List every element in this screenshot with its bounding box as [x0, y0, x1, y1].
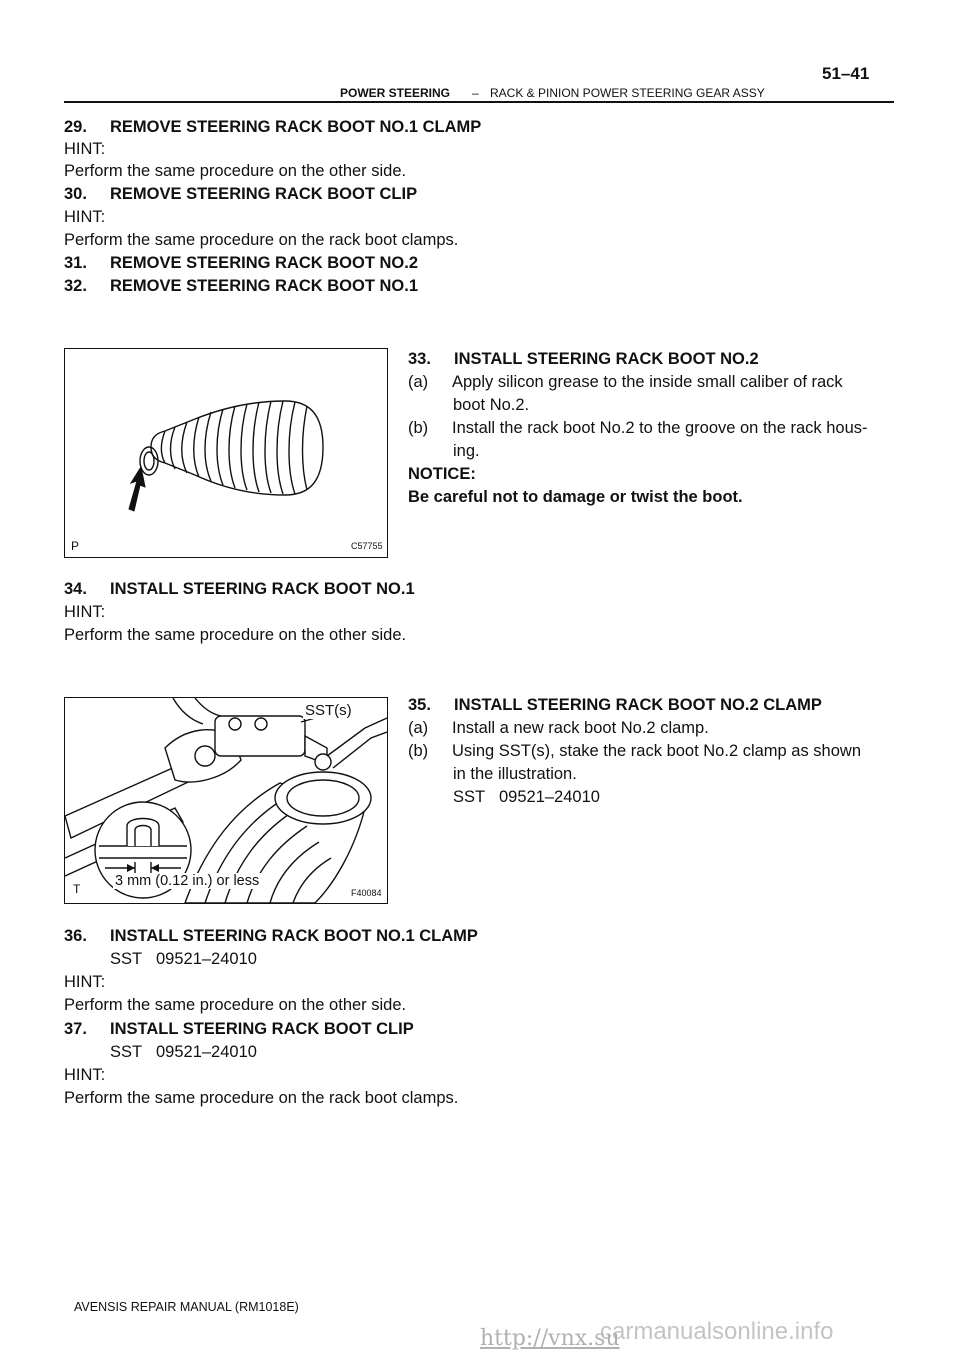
notice-text: Be careful not to damage or twist the boot.	[408, 488, 743, 506]
step-35: 35. INSTALL STEERING RACK BOOT NO.2 CLAMP	[408, 696, 822, 714]
header-subsection: RACK & PINION POWER STEERING GEAR ASSY	[490, 86, 765, 100]
step-33a-cont: boot No.2.	[453, 396, 530, 414]
step-34: 34. INSTALL STEERING RACK BOOT NO.1	[64, 580, 415, 598]
label-sst: SST(s)	[305, 702, 352, 719]
figure-boot-clamp	[64, 697, 388, 904]
step-33b: (b) Install the rack boot No.2 to the groove on the rack hous-	[408, 419, 868, 437]
step-32: 32. REMOVE STEERING RACK BOOT NO.1	[64, 277, 419, 295]
step-33b-cont: ing.	[453, 442, 480, 460]
step-31: 31. REMOVE STEERING RACK BOOT NO.2	[64, 254, 419, 272]
step-35b: (b) Using SST(s), stake the rack boot No.2 clamp as shown	[408, 742, 862, 760]
step-33: 33. INSTALL STEERING RACK BOOT NO.2	[408, 350, 759, 368]
header-dash: –	[472, 86, 479, 100]
watermark-url[interactable]: http://vnx.su	[480, 1326, 620, 1351]
hint-label: HINT:	[64, 208, 106, 226]
label-gap: 3 mm (0.12 in.) or less	[115, 873, 260, 889]
hint-label: HINT:	[64, 1066, 106, 1084]
sst-number: SST 09521–24010	[453, 788, 600, 806]
figure-code: F40084	[351, 888, 382, 898]
figure-rack-boot	[64, 348, 388, 558]
hint-label: HINT:	[64, 140, 106, 158]
figure-letter: P	[71, 539, 80, 553]
hint-text: Perform the same procedure on the rack boot clamps.	[64, 231, 459, 249]
hint-text: Perform the same procedure on the other side.	[64, 996, 407, 1014]
sst-number: SST 09521–24010	[110, 1043, 257, 1061]
step-36: 36. INSTALL STEERING RACK BOOT NO.1 CLAMP	[64, 927, 478, 945]
watermark-site: carmanualsonline.info	[600, 1318, 834, 1345]
figure-letter: T	[73, 882, 81, 896]
notice-label: NOTICE:	[408, 465, 476, 483]
rack-boot-illustration	[65, 349, 387, 557]
figure-code: C57755	[351, 541, 383, 551]
footer-manual-id: AVENSIS REPAIR MANUAL (RM1018E)	[74, 1300, 299, 1314]
header-section: POWER STEERING	[340, 86, 451, 100]
hint-text: Perform the same procedure on the rack boot clamps.	[64, 1089, 459, 1107]
hint-text: Perform the same procedure on the other side.	[64, 626, 407, 644]
header-rule	[64, 101, 894, 103]
step-35a: (a) Install a new rack boot No.2 clamp.	[408, 719, 709, 737]
step-37: 37. INSTALL STEERING RACK BOOT CLIP	[64, 1020, 414, 1038]
step-33a: (a) Apply silicon grease to the inside small caliber of rack	[408, 373, 843, 391]
hint-label: HINT:	[64, 973, 106, 991]
step-35b-cont: in the illustration.	[453, 765, 577, 783]
hint-text: Perform the same procedure on the other side.	[64, 162, 407, 180]
hint-label: HINT:	[64, 603, 106, 621]
step-29: 29. REMOVE STEERING RACK BOOT NO.1 CLAMP	[64, 118, 482, 136]
sst-number: SST 09521–24010	[110, 950, 257, 968]
page-number: 51–41	[822, 64, 870, 83]
step-30: 30. REMOVE STEERING RACK BOOT CLIP	[64, 185, 418, 203]
